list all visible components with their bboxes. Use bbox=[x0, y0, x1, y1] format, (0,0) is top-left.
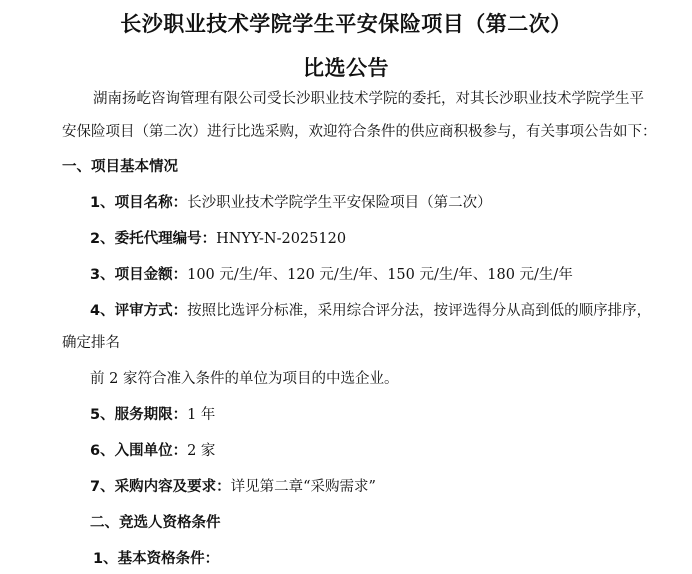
item-value: 100 元/生/年、120 元/生/年、150 元/生/年、180 元/生/年 bbox=[187, 267, 573, 283]
item-label: 3、项目金额： bbox=[90, 267, 188, 283]
item-review-method-continuation: 确定排名 bbox=[62, 335, 120, 351]
intro-paragraph-line-1: 湖南扬屹咨询管理有限公司受长沙职业技术学院的委托，对其长沙职业技术学院学生平 bbox=[93, 91, 644, 107]
item-value: 按照比选评分标准，采用综合评分法，按评选得分从高到低的顺序排序， bbox=[187, 303, 652, 319]
item-label: 5、服务期限： bbox=[90, 407, 188, 423]
item-value: 长沙职业技术学院学生平安保险项目（第二次） bbox=[187, 195, 492, 211]
item-label: 7、采购内容及要求： bbox=[90, 479, 231, 495]
item-value: HNYY-N-2025120 bbox=[216, 231, 347, 247]
item-agency-number bbox=[90, 230, 346, 248]
item-label: 2、委托代理编号： bbox=[90, 231, 217, 247]
item-label: 4、评审方式： bbox=[90, 303, 188, 319]
intro-paragraph-line-2: 安保险项目（第二次）进行比选采购，欢迎符合条件的供应商积极参与，有关事项公告如下： bbox=[62, 124, 657, 140]
section-1-heading: 一、项目基本情况 bbox=[62, 159, 178, 175]
item-shortlisted-units bbox=[90, 442, 215, 460]
section-2-heading: 二、竞选人资格条件 bbox=[90, 515, 221, 531]
item-value: 详见第二章“采购需求” bbox=[230, 479, 376, 495]
item-label: 6、入围单位： bbox=[90, 443, 188, 459]
document-title: 长沙职业技术学院学生平安保险项目（第二次） bbox=[120, 12, 572, 36]
selection-note: 前 2 家符合准入条件的单位为项目的中选企业。 bbox=[90, 371, 399, 387]
basic-qualification-heading: 1、基本资格条件： bbox=[93, 551, 220, 567]
item-procurement-content bbox=[90, 478, 376, 496]
item-label: 1、项目名称： bbox=[90, 195, 188, 211]
item-value: 2 家 bbox=[187, 443, 216, 459]
document-subtitle: 比选公告 bbox=[303, 56, 389, 80]
item-review-method bbox=[90, 302, 651, 320]
item-service-period bbox=[90, 406, 215, 424]
item-project-name bbox=[90, 194, 492, 212]
item-value: 1 年 bbox=[187, 407, 216, 423]
item-project-amount bbox=[90, 266, 573, 284]
